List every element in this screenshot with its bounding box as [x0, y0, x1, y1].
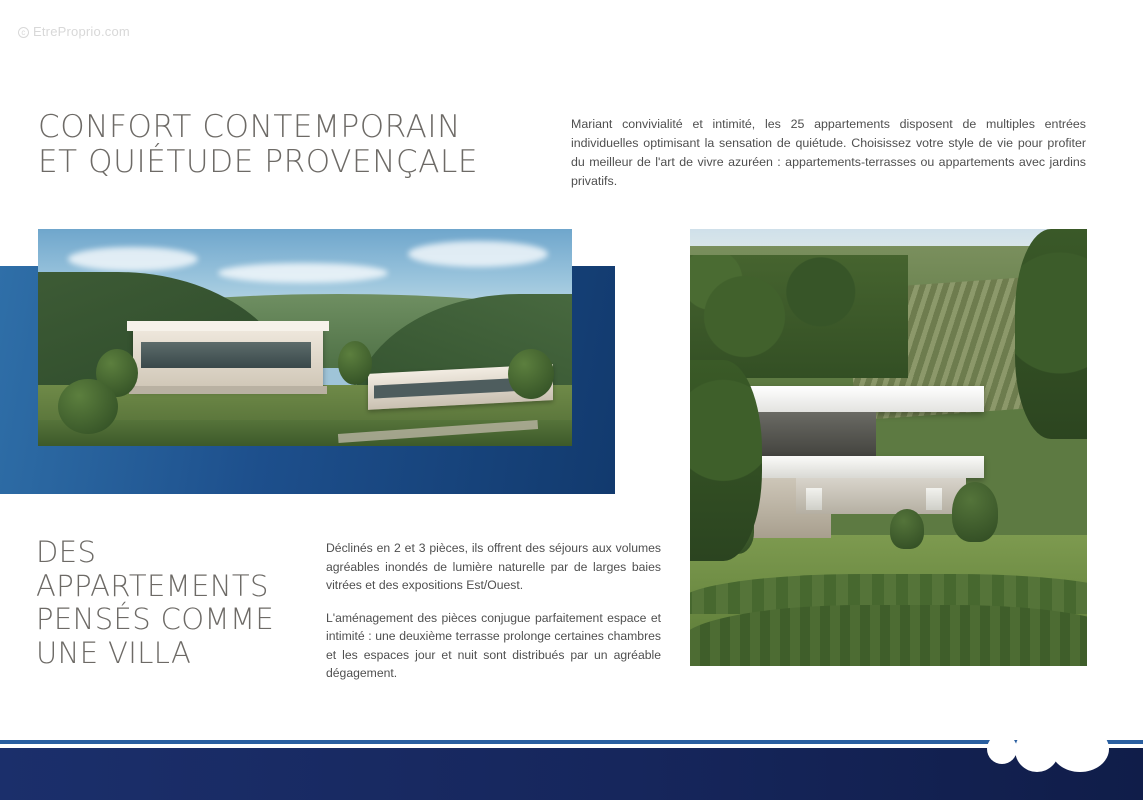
ground-terrace	[796, 478, 966, 514]
hedge-row-front	[690, 605, 1087, 666]
copyright-icon: c	[18, 27, 29, 38]
logo-dot	[987, 734, 1017, 764]
tree-canopy-right	[1015, 229, 1087, 439]
cloud	[68, 247, 198, 271]
tree	[508, 349, 554, 399]
section-top-intro-text: Mariant convivialité et intimité, les 25 appartements disposent de multiples entrées individuelles optimisant la sensation de quiétude. Choisissez votre style de vie pour profiter du meilleur de l'art de vivre azuréen : appartements-terrasses ou appartements avec jardins privatifs.	[571, 117, 1086, 188]
section-bottom-heading	[36, 536, 336, 671]
tree	[58, 379, 118, 434]
paragraph: L'aménagement des pièces conjugue parfaitement espace et intimité : une deuxième terrasse prolonge certaines chambres et les espaces jour et nuit sont distribués par un agréable dégagement.	[326, 610, 661, 681]
building-upper	[133, 328, 323, 390]
heading-line: UNE VILLA	[36, 635, 192, 670]
heading-line: CONFORT CONTEMPORAIN	[38, 109, 461, 145]
shrub	[952, 482, 998, 542]
cloud	[408, 241, 548, 267]
watermark-text: EtreProprio.com	[33, 24, 130, 39]
shrub	[890, 509, 924, 549]
footer-band	[0, 748, 1143, 800]
planter	[926, 488, 942, 510]
building-base	[129, 386, 327, 394]
planter	[806, 488, 822, 510]
image-villa-terrace	[690, 229, 1087, 666]
section-top-heading	[38, 110, 558, 179]
glass-facade	[141, 342, 311, 368]
heading-line: ET QUIÉTUDE PROVENÇALE	[38, 143, 479, 180]
footer-accent-band	[0, 740, 1143, 744]
cloud	[218, 263, 388, 283]
logo-dot	[1051, 726, 1109, 772]
tree	[338, 341, 372, 385]
roof-slab	[127, 321, 329, 331]
watermark	[18, 24, 130, 39]
image-residence-overview	[38, 229, 572, 446]
section-bottom-body	[326, 539, 661, 683]
heading-line: PENSÉS COMME	[36, 602, 275, 637]
paragraph: Déclinés en 2 et 3 pièces, ils offrent des séjours aux volumes agréables inondés de lumière naturelle par de larges baies vitrées et des expositions Est/Ouest.	[326, 541, 661, 593]
heading-line: DES APPARTEMENTS	[36, 535, 269, 603]
tree-foreground-left	[690, 360, 762, 561]
brand-logo-mark-icon	[987, 726, 1115, 772]
